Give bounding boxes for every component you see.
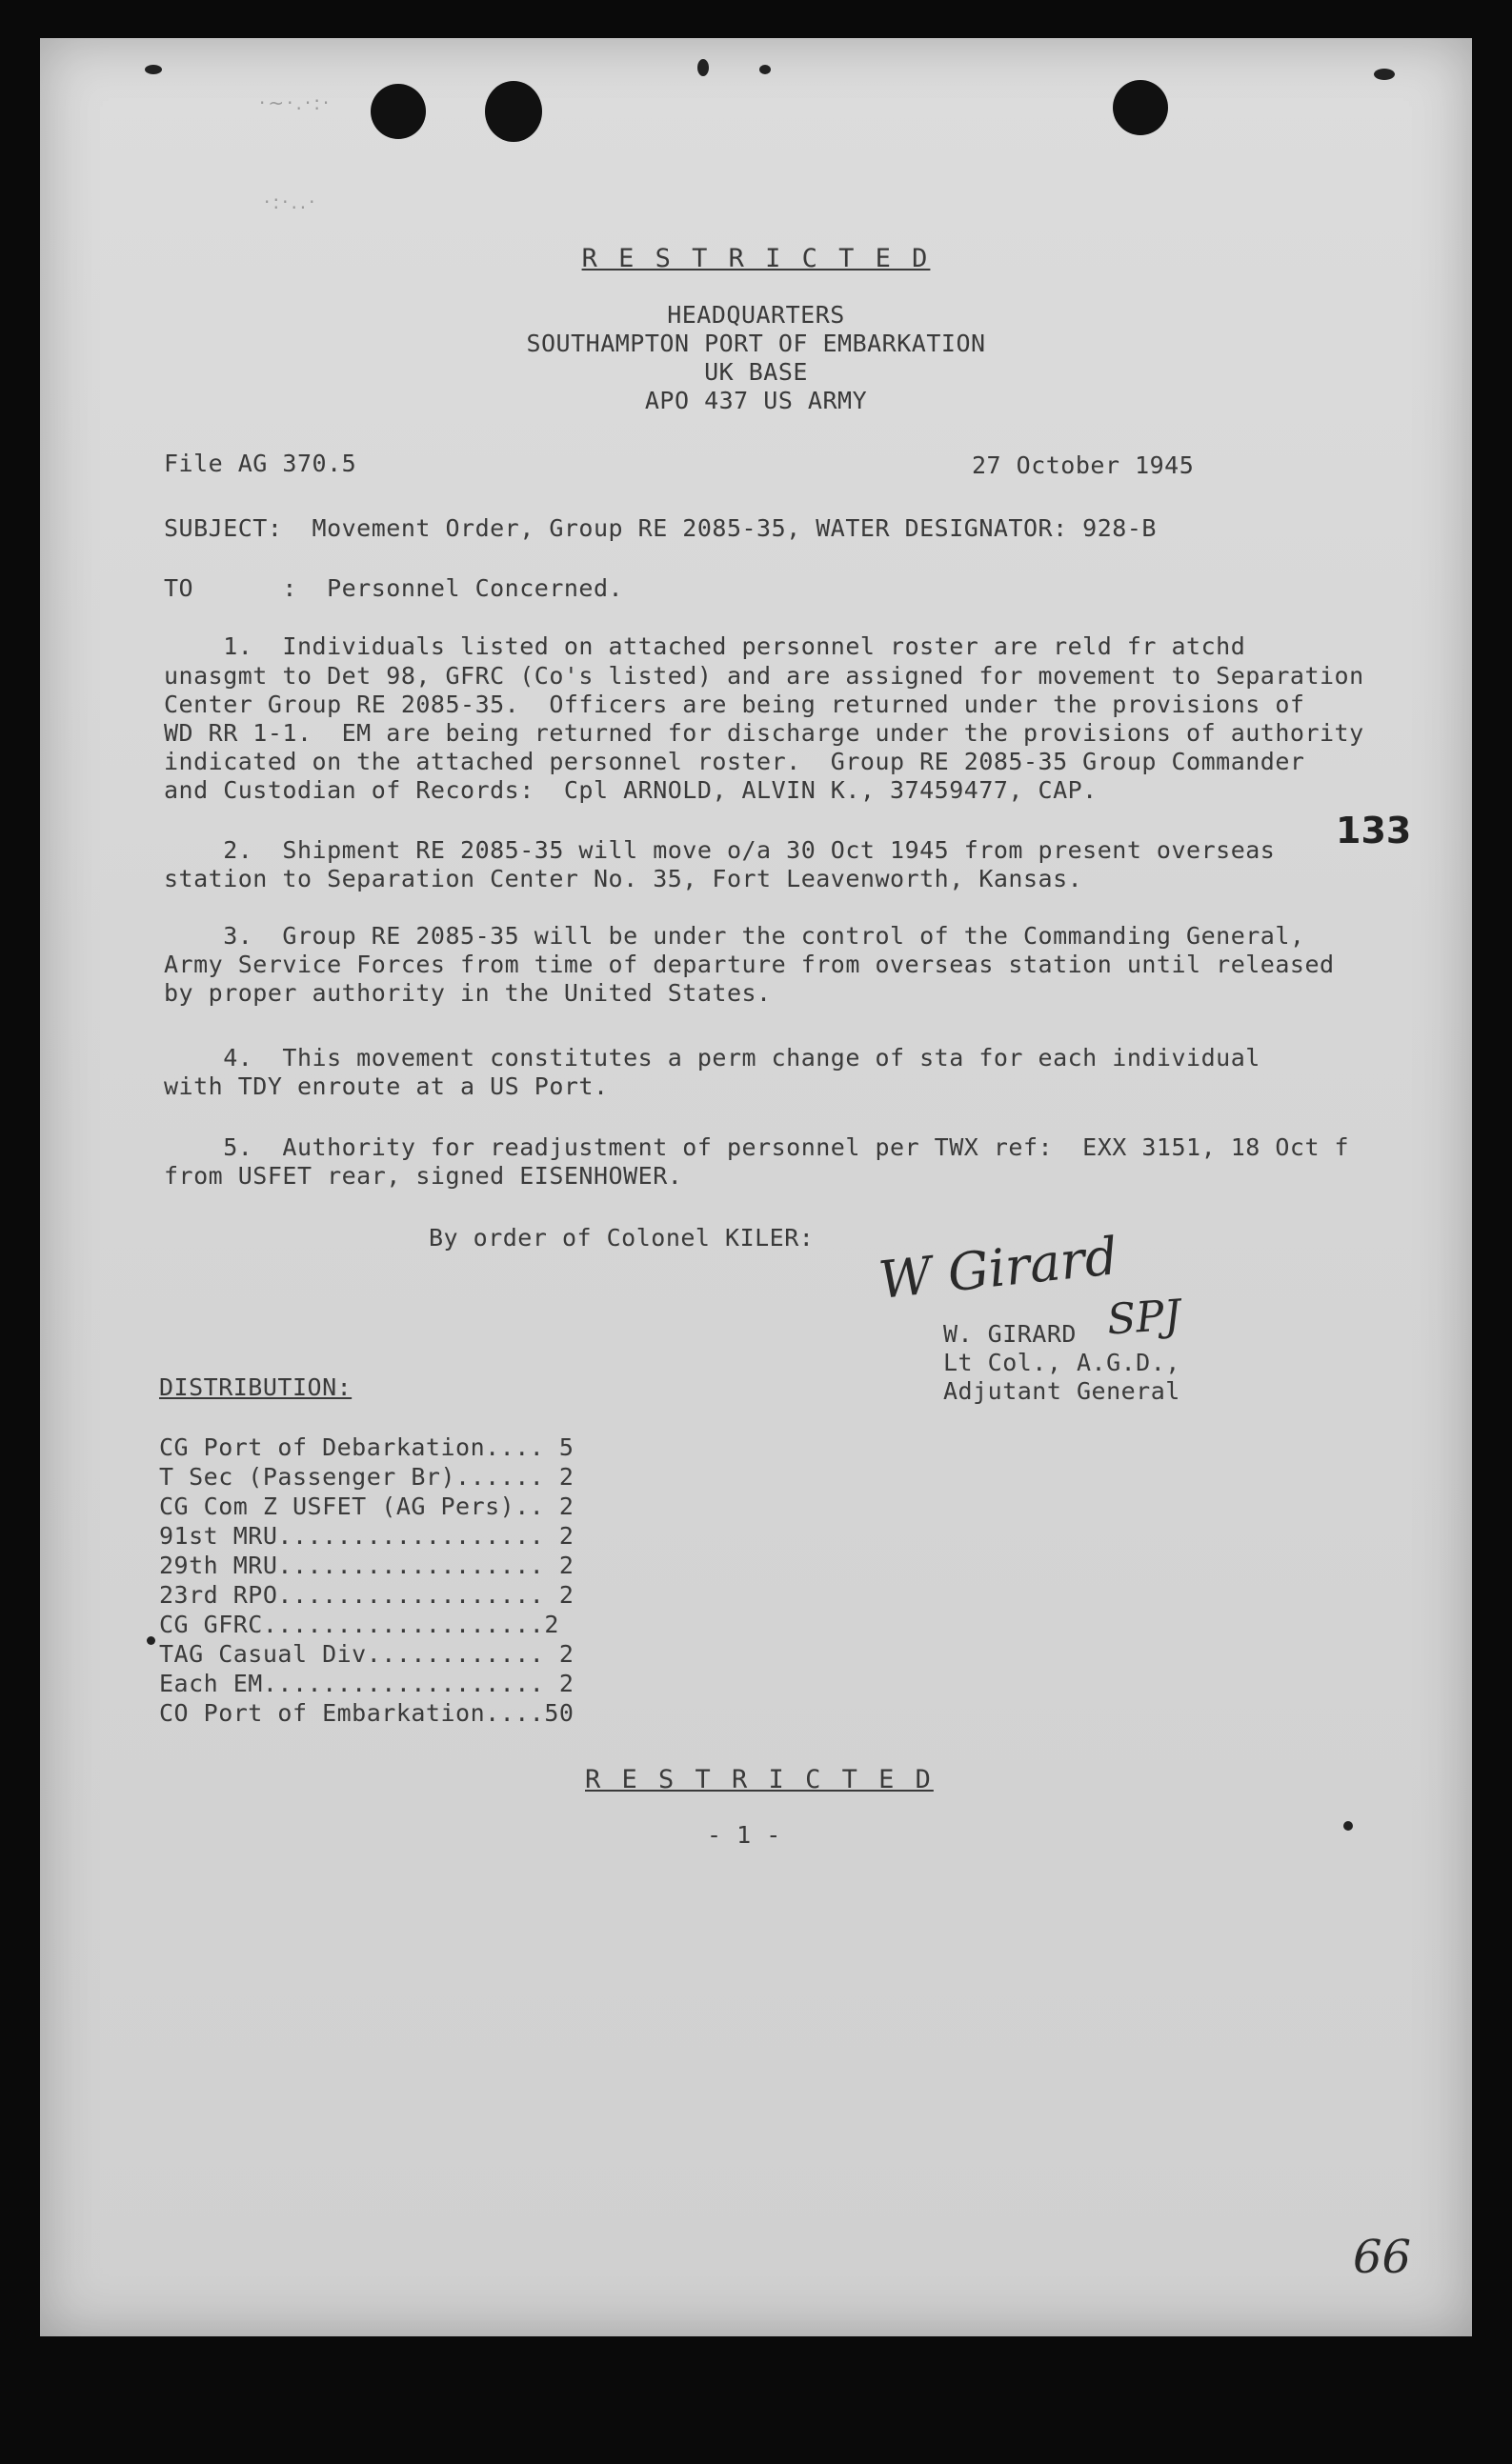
distribution-line: CG Port of Debarkation.... 5	[159, 1433, 575, 1461]
handwritten-page-number: 66	[1353, 2231, 1412, 2284]
by-order-line: By order of Colonel KILER:	[429, 1224, 815, 1252]
signer-name: W. GIRARD	[943, 1320, 1077, 1348]
speck	[759, 65, 771, 74]
speck	[145, 65, 162, 74]
distribution-heading: DISTRIBUTION:	[159, 1373, 353, 1401]
punch-hole-right	[1113, 80, 1168, 135]
signer-rank: Lt Col., A.G.D.,	[943, 1349, 1180, 1376]
paragraph-2-line: 2. Shipment RE 2085-35 will move o/a 30 Oct 1945 from present overseas	[164, 836, 1276, 864]
distribution-line: CG Com Z USFET (AG Pers).. 2	[159, 1492, 575, 1520]
page-number: - 1 -	[707, 1821, 781, 1849]
file-reference: File AG 370.5	[164, 450, 357, 477]
paragraph-1-line: and Custodian of Records: Cpl ARNOLD, ALVIN K., 37459477, CAP.	[164, 776, 1098, 804]
speck	[697, 59, 709, 76]
faded-ink-mark: ·~·.·:·	[259, 91, 333, 114]
speck	[147, 1636, 155, 1645]
distribution-line: 23rd RPO.................. 2	[159, 1581, 575, 1609]
distribution-line: CO Port of Embarkation....50	[159, 1699, 575, 1727]
paragraph-1-line: 1. Individuals listed on attached personnel roster are reld fr atchd	[164, 632, 1246, 660]
paragraph-4-line: 4. This movement constitutes a perm change of sta for each individual	[164, 1044, 1260, 1072]
signer-title: Adjutant General	[943, 1377, 1180, 1405]
distribution-line: TAG Casual Div............ 2	[159, 1640, 575, 1668]
header-line: UK BASE	[704, 358, 808, 386]
distribution-line: CG GFRC...................2	[159, 1611, 559, 1638]
punch-hole-left	[371, 84, 426, 139]
header-line: SOUTHAMPTON PORT OF EMBARKATION	[526, 330, 986, 357]
handwritten-signature: W Girard	[876, 1226, 1121, 1311]
paragraph-3-line: Army Service Forces from time of departure from overseas station until released	[164, 951, 1335, 978]
paragraph-5-line: 5. Authority for readjustment of personnel per TWX ref: EXX 3151, 18 Oct f	[164, 1133, 1350, 1161]
distribution-line: T Sec (Passenger Br)...... 2	[159, 1463, 575, 1491]
paragraph-2-line: station to Separation Center No. 35, Fort Leavenworth, Kansas.	[164, 865, 1083, 892]
paragraph-5-line: from USFET rear, signed EISENHOWER.	[164, 1162, 683, 1190]
distribution-line: 29th MRU.................. 2	[159, 1552, 575, 1579]
speck	[1374, 69, 1395, 80]
faded-ink-mark: ·:·..·	[264, 190, 318, 213]
header-line: APO 437 US ARMY	[644, 387, 868, 414]
paragraph-3-line: 3. Group RE 2085-35 will be under the control of the Commanding General,	[164, 922, 1305, 950]
speck	[1343, 1821, 1353, 1831]
distribution-line: Each EM................... 2	[159, 1670, 575, 1697]
subject-line: SUBJECT: Movement Order, Group RE 2085-35, WATER DESIGNATOR: 928-B	[164, 514, 1157, 542]
page-stamp-number: 133	[1336, 810, 1412, 851]
classification-footer: R E S T R I C T E D	[585, 1765, 934, 1794]
paragraph-3-line: by proper authority in the United States.	[164, 979, 772, 1007]
distribution-line: 91st MRU.................. 2	[159, 1522, 575, 1550]
paragraph-1-line: unasgmt to Det 98, GFRC (Co's listed) and are assigned for movement to Separation	[164, 662, 1364, 690]
document-page	[40, 38, 1472, 2336]
to-line: TO : Personnel Concerned.	[164, 574, 624, 602]
handwritten-initials: SPJ	[1105, 1291, 1183, 1345]
document-date: 27 October 1945	[972, 451, 1195, 479]
punch-hole-center	[485, 81, 542, 142]
paragraph-1-line: indicated on the attached personnel roster. Group RE 2085-35 Group Commander	[164, 748, 1305, 775]
paragraph-1-line: Center Group RE 2085-35. Officers are being returned under the provisions of	[164, 691, 1305, 718]
classification-header: R E S T R I C T E D	[581, 244, 931, 273]
paragraph-4-line: with TDY enroute at a US Port.	[164, 1072, 609, 1100]
header-line: HEADQUARTERS	[667, 301, 845, 329]
paragraph-1-line: WD RR 1-1. EM are being returned for discharge under the provisions of authority	[164, 719, 1364, 747]
